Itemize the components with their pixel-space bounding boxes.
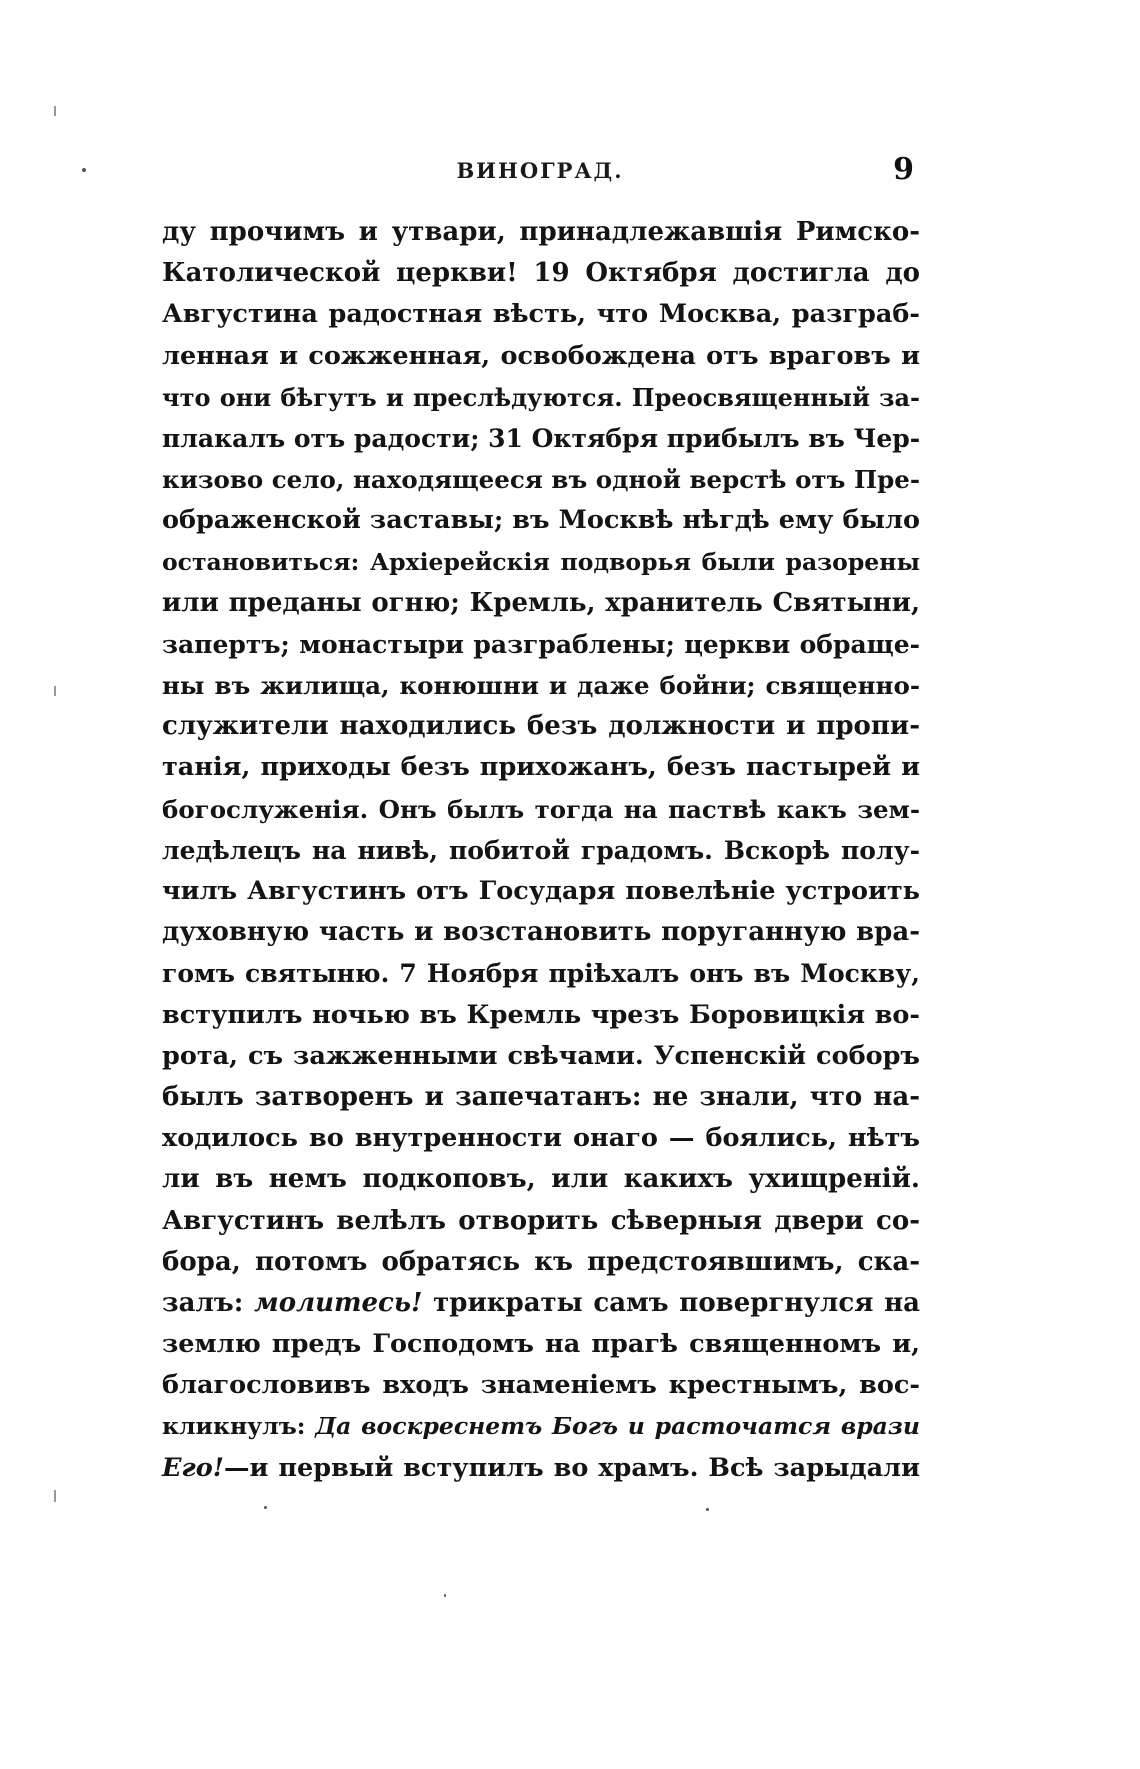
text-line: или преданы огню; Кремль, хранитель Святыни,	[162, 587, 920, 618]
text-line: остановиться: Архіерейскія подворья были разорены	[162, 547, 920, 576]
text-line	[162, 1283, 920, 1324]
text-line: ходилось во внутренности онаго — боялись, нѣтъ	[162, 1123, 920, 1154]
page-number: 9	[893, 152, 914, 187]
text-line: ображенской заставы; въ Москвѣ нѣгдѣ ему было	[162, 505, 920, 536]
text-line: богослуженія. Онъ былъ тогда на паствѣ какъ зем-	[162, 794, 920, 824]
text-line: Августина радостная вѣсть, что Москва, разграб-	[162, 299, 920, 330]
text-line: запертъ; монастыри разграблены; церкви обраще-	[162, 629, 920, 659]
text-line: духовную часть и возстановить поруганную вра-	[162, 917, 920, 948]
text-line: Августинъ велѣлъ отворить сѣверныя двери со-	[162, 1205, 920, 1236]
text-line: землю предъ Господомъ на прагѣ священномъ и,	[162, 1329, 920, 1360]
italic-quotation: Его!	[162, 1452, 224, 1483]
italic-quotation: Да воскреснетъ Богъ и расточатся врази	[315, 1412, 920, 1441]
text-line: плакалъ отъ радости; 31 Октября прибылъ въ Чер-	[162, 423, 921, 453]
page-header	[160, 152, 920, 192]
text-line: служители находились безъ должности и пропи-	[162, 711, 920, 742]
text-line: кизово село, находящееся въ одной верстѣ отъ Пре-	[162, 465, 920, 495]
text-line: ледѣлецъ на нивѣ, побитой градомъ. Вскорѣ полу-	[162, 835, 920, 865]
text-line: вступилъ ночью въ Кремль чрезъ Боровицкія во-	[162, 999, 920, 1030]
body-text	[162, 212, 920, 1489]
text-line: Католической церкви! 19 Октября достигла до	[162, 258, 920, 289]
text-line: былъ затворенъ и запечатанъ: не знали, что на-	[162, 1081, 920, 1112]
text-segment: кликнулъ:	[162, 1412, 316, 1441]
text-line: рота, съ зажженными свѣчами. Успенскій соборъ	[162, 1040, 920, 1071]
text-line: ду прочимъ и утвари, принадлежавшія Римско-	[162, 217, 920, 247]
italic-exclamation: молитесь!	[254, 1287, 423, 1318]
text-segment: трикраты самъ повергнулся на	[422, 1287, 920, 1318]
margin-mark	[54, 686, 56, 696]
text-segment: —и первый вступилъ во храмъ. Всѣ зарыдали	[223, 1452, 920, 1483]
text-line	[162, 1448, 920, 1489]
text-line: бора, потомъ обратясь къ предстоявшимъ, ска-	[162, 1246, 920, 1277]
text-line: гомъ святыню. 7 Ноября пріѣхалъ онъ въ Москву,	[162, 959, 920, 989]
text-line: танія, приходы безъ прихожанъ, безъ пастырей и	[162, 752, 920, 783]
text-line: ли въ немъ подкоповъ, или какихъ ухищреній.	[162, 1164, 920, 1195]
text-line: ны въ жилища, конюшни и даже бойни; священно-	[162, 671, 920, 701]
text-segment: залъ:	[162, 1287, 255, 1318]
text-line: благословивъ входъ знаменіемъ крестнымъ, вос-	[162, 1370, 920, 1401]
margin-mark	[54, 1490, 56, 1502]
text-line: ленная и сожженная, освобождена отъ враговъ и	[162, 340, 920, 371]
text-line: чилъ Августинъ отъ Государя повелѣніе устроить	[162, 876, 920, 906]
text-line: что они бѣгутъ и преслѣдуются. Преосвященный за-	[162, 382, 920, 412]
text-line	[162, 1406, 920, 1447]
running-head: ВИНОГРАД.	[456, 158, 624, 183]
margin-mark	[54, 106, 56, 116]
